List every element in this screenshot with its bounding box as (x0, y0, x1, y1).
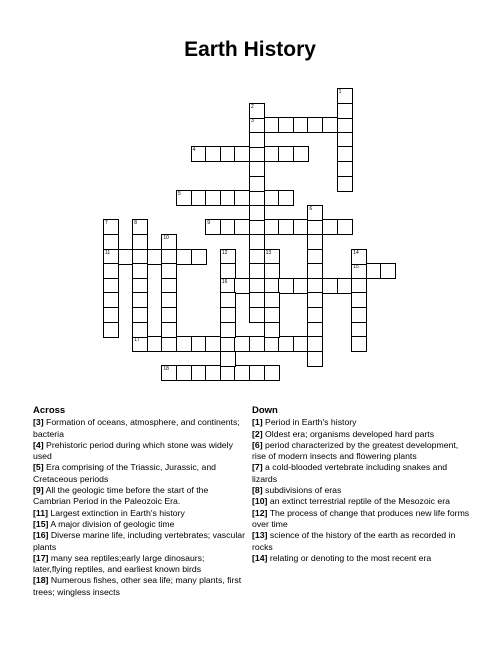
clue-across-17: [17] many sea reptiles;early large dinosaurs; later,flying reptiles, and earliest known birds (33, 552, 205, 575)
grid-cell[interactable] (249, 234, 265, 250)
grid-cell[interactable] (234, 365, 250, 381)
grid-cell[interactable] (161, 278, 177, 294)
grid-cell[interactable] (132, 219, 148, 235)
grid-cell[interactable] (337, 132, 353, 148)
grid-cell[interactable] (264, 190, 280, 206)
grid-cell[interactable] (161, 249, 177, 265)
grid-cell[interactable] (132, 278, 148, 294)
grid-cell[interactable] (264, 336, 280, 352)
clue-down-1: [1] Period in Earth's history (252, 417, 357, 428)
grid-cell[interactable] (337, 88, 353, 104)
grid-cell[interactable] (234, 336, 250, 352)
grid-cell[interactable] (264, 117, 280, 133)
grid-cell[interactable] (220, 336, 236, 352)
grid-cell[interactable] (220, 278, 236, 294)
clue-down-12: [12] The process of change that produces new life forms over time (252, 507, 470, 529)
grid-cell[interactable] (278, 117, 294, 133)
grid-cell[interactable] (322, 219, 338, 235)
clue-number: 9 (207, 220, 210, 227)
grid-cell[interactable] (147, 336, 163, 352)
grid-cell[interactable] (337, 146, 353, 162)
clue-down-8: [8] subdivisions of eras (252, 485, 342, 496)
grid-cell[interactable] (132, 263, 148, 279)
grid-cell[interactable] (307, 117, 323, 133)
grid-cell[interactable] (220, 146, 236, 162)
grid-cell[interactable] (249, 117, 265, 133)
across-clues (33, 405, 245, 598)
grid-cell[interactable] (264, 146, 280, 162)
clue-number: 5 (178, 191, 181, 198)
grid-cell[interactable] (161, 292, 177, 308)
clue-across-4: [4] Prehistoric period during which stone was widely used (33, 439, 233, 462)
clue-across-5: [5] Era comprising of the Triassic, Jurassic, and Cretaceous periods (33, 462, 216, 484)
grid-cell[interactable] (249, 103, 265, 119)
grid-cell[interactable] (322, 278, 338, 294)
grid-cell[interactable] (366, 263, 382, 279)
clue-across-18: [18] Numerous fishes, other sea life; many plants, first trees; wingless insects (33, 575, 242, 597)
grid-cell[interactable] (264, 292, 280, 308)
grid-cell[interactable] (176, 365, 192, 381)
grid-cell[interactable] (234, 146, 250, 162)
grid-cell[interactable] (249, 365, 265, 381)
grid-cell[interactable] (103, 292, 119, 308)
grid-cell[interactable] (132, 322, 148, 338)
grid-cell[interactable] (234, 219, 250, 235)
grid-cell[interactable] (220, 292, 236, 308)
grid-cell[interactable] (118, 249, 134, 265)
grid-cell[interactable] (337, 103, 353, 119)
grid-cell[interactable] (191, 146, 207, 162)
grid-cell[interactable] (234, 278, 250, 294)
grid-cell[interactable] (264, 278, 280, 294)
grid-cell[interactable] (220, 322, 236, 338)
clue-number: 18 (163, 366, 169, 373)
grid-cell[interactable] (307, 205, 323, 221)
clue-number: 12 (221, 249, 228, 256)
clue-number: 3 (251, 118, 254, 125)
clue-number: 10 (163, 235, 169, 241)
grid-cell[interactable] (161, 336, 177, 352)
clue-down-6: [6] period characterized by the greatest development, rise of modern insects and flowering plants (252, 439, 459, 462)
grid-cell[interactable] (205, 190, 221, 206)
clue-across-11: [11] Largest extinction in Earth's history (33, 507, 185, 518)
grid-cell[interactable] (307, 292, 323, 308)
grid-cell[interactable] (264, 219, 280, 235)
grid-cell[interactable] (161, 322, 177, 338)
grid-cell[interactable] (161, 234, 177, 250)
grid-cell[interactable] (205, 365, 221, 381)
grid-cell[interactable] (249, 219, 265, 235)
clue-across-15: [15] A major division of geologic time (33, 518, 175, 529)
clue-number: 13 (265, 249, 272, 256)
grid-cell[interactable] (351, 336, 367, 352)
grid-cell[interactable] (264, 249, 280, 265)
clue-down-7: [7] a cold-blooded vertebrate including snakes and lizards (252, 462, 448, 484)
grid-cell[interactable] (161, 307, 177, 323)
clue-number: 8 (134, 220, 137, 227)
grid-cell[interactable] (307, 219, 323, 235)
grid-cell[interactable] (249, 205, 265, 221)
grid-cell[interactable] (380, 263, 396, 279)
grid-cell[interactable] (307, 263, 323, 279)
grid-cell[interactable] (249, 161, 265, 177)
grid-cell[interactable] (264, 307, 280, 323)
grid-cell[interactable] (322, 117, 338, 133)
grid-cell[interactable] (351, 322, 367, 338)
grid-cell[interactable] (249, 190, 265, 206)
grid-cell[interactable] (307, 336, 323, 352)
grid-cell[interactable] (249, 336, 265, 352)
grid-cell[interactable] (103, 234, 119, 250)
clue-across-16: [16] Diverse marine life, including vertebrates; vascular plants (33, 530, 245, 552)
grid-cell[interactable] (103, 278, 119, 294)
grid-cell[interactable] (293, 278, 309, 294)
clue-number: 16 (221, 278, 228, 285)
grid-cell[interactable] (278, 278, 294, 294)
page-title: Earth History (184, 38, 316, 61)
clue-across-3: [3] Formation of oceans, atmosphere, and continents; bacteria (33, 417, 240, 439)
grid-cell[interactable] (278, 190, 294, 206)
grid-cell[interactable] (176, 190, 192, 206)
grid-cell[interactable] (307, 249, 323, 265)
grid-cell[interactable] (147, 249, 163, 265)
grid-cell[interactable] (234, 190, 250, 206)
grid-cell[interactable] (205, 146, 221, 162)
grid-cell[interactable] (132, 307, 148, 323)
grid-cell[interactable] (337, 117, 353, 133)
grid-cell[interactable] (337, 176, 353, 192)
clue-number: 2 (251, 103, 254, 110)
grid-cell[interactable] (337, 161, 353, 177)
clue-number: 14 (353, 249, 359, 256)
grid-cell[interactable] (351, 307, 367, 323)
grid-cell[interactable] (220, 307, 236, 323)
grid-cell[interactable] (307, 278, 323, 294)
grid-cell[interactable] (191, 365, 207, 381)
grid-cell[interactable] (249, 146, 265, 162)
grid-cell[interactable] (220, 365, 236, 381)
grid-cell[interactable] (132, 336, 148, 352)
clue-number: 1 (338, 89, 342, 95)
grid-cell[interactable] (249, 132, 265, 148)
grid-cell[interactable] (337, 278, 353, 294)
grid-cell[interactable] (337, 219, 353, 235)
grid-cell[interactable] (307, 322, 323, 338)
grid-cell[interactable] (307, 234, 323, 250)
grid-cell[interactable] (191, 190, 207, 206)
grid-cell[interactable] (351, 263, 367, 279)
grid-cell[interactable] (293, 117, 309, 133)
grid-cell[interactable] (249, 292, 265, 308)
grid-cell[interactable] (264, 365, 280, 381)
grid-cell[interactable] (278, 146, 294, 162)
grid-cell[interactable] (278, 336, 294, 352)
grid-cell[interactable] (278, 219, 294, 235)
grid-cell[interactable] (351, 278, 367, 294)
grid-cell[interactable] (220, 263, 236, 279)
grid-cell[interactable] (176, 249, 192, 265)
clue-number: 7 (105, 220, 108, 227)
grid-cell[interactable] (103, 307, 119, 323)
clue-number: 11 (105, 249, 111, 256)
grid-cell[interactable] (249, 278, 265, 294)
grid-cell[interactable] (293, 146, 309, 162)
clue-number: 15 (353, 264, 359, 271)
grid-cell[interactable] (220, 190, 236, 206)
grid-cell[interactable] (103, 249, 119, 265)
grid-cell[interactable] (132, 249, 148, 265)
grid-cell[interactable] (307, 351, 323, 367)
clue-number: 6 (309, 205, 313, 212)
clue-number: 4 (192, 147, 196, 154)
grid-cell[interactable] (103, 263, 119, 279)
grid-cell[interactable] (205, 336, 221, 352)
grid-cell[interactable] (351, 249, 367, 265)
clue-down-2: [2] Oldest era; organisms developed hard parts (252, 428, 435, 439)
grid-cell[interactable] (132, 292, 148, 308)
grid-cell[interactable] (191, 249, 207, 265)
grid-cell[interactable] (264, 322, 280, 338)
clue-number: 17 (134, 337, 140, 344)
grid-cell[interactable] (249, 176, 265, 192)
down-clues (252, 405, 470, 564)
grid-cell[interactable] (161, 365, 177, 381)
grid-cell[interactable] (103, 219, 119, 235)
grid-cell[interactable] (220, 249, 236, 265)
clue-down-13: [13] science of the history of the earth as recorded in rocks (252, 530, 456, 552)
clue-across-9: [9] All the geologic time before the start of the Cambrian Period in the Paleozoic Era. (33, 485, 209, 507)
grid-cell[interactable] (161, 263, 177, 279)
down-heading: Down (252, 405, 278, 416)
grid-cell[interactable] (220, 351, 236, 367)
clue-down-14: [14] relating or denoting to the most recent era (252, 552, 432, 563)
grid-cell[interactable] (293, 219, 309, 235)
grid-cell[interactable] (293, 336, 309, 352)
grid-cell[interactable] (249, 263, 265, 279)
grid-cell[interactable] (249, 307, 265, 323)
grid-cell[interactable] (249, 249, 265, 265)
clue-down-10: [10] an extinct terrestrial reptile of the Mesozoic era (252, 496, 450, 507)
grid-cell[interactable] (132, 234, 148, 250)
grid-cell[interactable] (307, 307, 323, 323)
grid-cell[interactable] (351, 292, 367, 308)
across-heading: Across (33, 405, 66, 416)
grid-cell[interactable] (264, 263, 280, 279)
grid-cell[interactable] (191, 336, 207, 352)
grid-cell[interactable] (103, 322, 119, 338)
grid-cell[interactable] (205, 219, 221, 235)
grid-cell[interactable] (176, 336, 192, 352)
grid-cell[interactable] (220, 219, 236, 235)
